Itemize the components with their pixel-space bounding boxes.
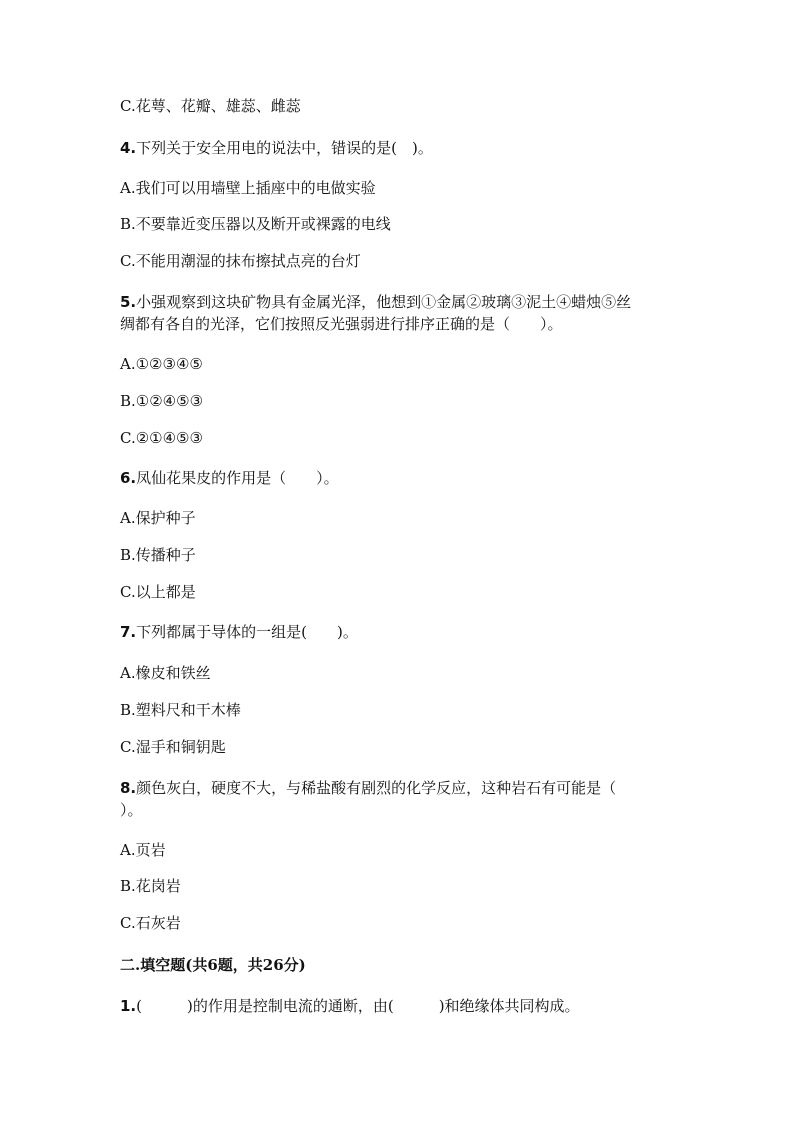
- q7-option-b: B.塑料尺和干木棒: [120, 701, 241, 719]
- q8-option-c: C.石灰岩: [120, 914, 181, 932]
- q7-stem-text: 下列都属于导体的一组是( )。: [136, 623, 358, 641]
- fill1-stem-text: ( )的作用是控制电流的通断，由( )和绝缘体共同构成。: [136, 997, 580, 1015]
- q7-stem: [120, 622, 358, 642]
- q5-option-c: C.②①④⑤③: [120, 429, 203, 447]
- q3-option-c: C.花萼、花瓣、雄蕊、雌蕊: [120, 97, 301, 115]
- q4-number: 4.: [120, 139, 137, 157]
- q4-option-c: C.不能用潮湿的抹布擦拭点亮的台灯: [120, 252, 361, 270]
- fill1-stem: [120, 996, 580, 1016]
- q8-stem-text-1: 颜色灰白，硬度不大，与稀盐酸有剧烈的化学反应，这种岩石有可能是（: [136, 779, 617, 797]
- q8-stem-line1: [120, 778, 616, 798]
- q8-number: 8.: [120, 779, 137, 797]
- q6-number: 6.: [120, 469, 137, 487]
- q4-option-a: A.我们可以用墙壁上插座中的电做实验: [120, 179, 376, 197]
- q4-option-b: B.不要靠近变压器以及断开或裸露的电线: [120, 215, 391, 233]
- q4-stem-text: 下列关于安全用电的说法中，错误的是( )。: [136, 139, 433, 157]
- q7-option-c: C.湿手和铜钥匙: [120, 738, 226, 756]
- q6-option-c: C.以上都是: [120, 583, 196, 601]
- q6-option-a: A.保护种子: [120, 509, 196, 527]
- q8-option-b: B.花岗岩: [120, 877, 181, 895]
- q8-option-a: A.页岩: [120, 841, 166, 859]
- q4-stem: [120, 138, 433, 158]
- q5-stem-line1: [120, 292, 631, 312]
- q8-stem-line2: ）。: [120, 801, 143, 819]
- q5-stem-line2: 绸都有各自的光泽，它们按照反光强弱进行排序正确的是（ ）。: [120, 315, 563, 333]
- fill1-number: 1.: [120, 997, 137, 1015]
- q5-stem-text-1: 小强观察到这块矿物具有金属光泽，他想到①金属②玻璃③泥土④蜡烛⑤丝: [136, 293, 632, 311]
- q5-number: 5.: [120, 293, 137, 311]
- q6-stem-text: 凤仙花果皮的作用是（ ）。: [136, 469, 339, 487]
- q5-option-b: B.①②④⑤③: [120, 392, 204, 410]
- section-heading: 二.填空题(共6题，共26分): [120, 956, 306, 974]
- q6-stem: [120, 468, 339, 488]
- q7-number: 7.: [120, 623, 137, 641]
- q6-option-b: B.传播种子: [120, 546, 196, 564]
- q5-option-a: A.①②③④⑤: [120, 355, 203, 373]
- q7-option-a: A.橡皮和铁丝: [120, 664, 211, 682]
